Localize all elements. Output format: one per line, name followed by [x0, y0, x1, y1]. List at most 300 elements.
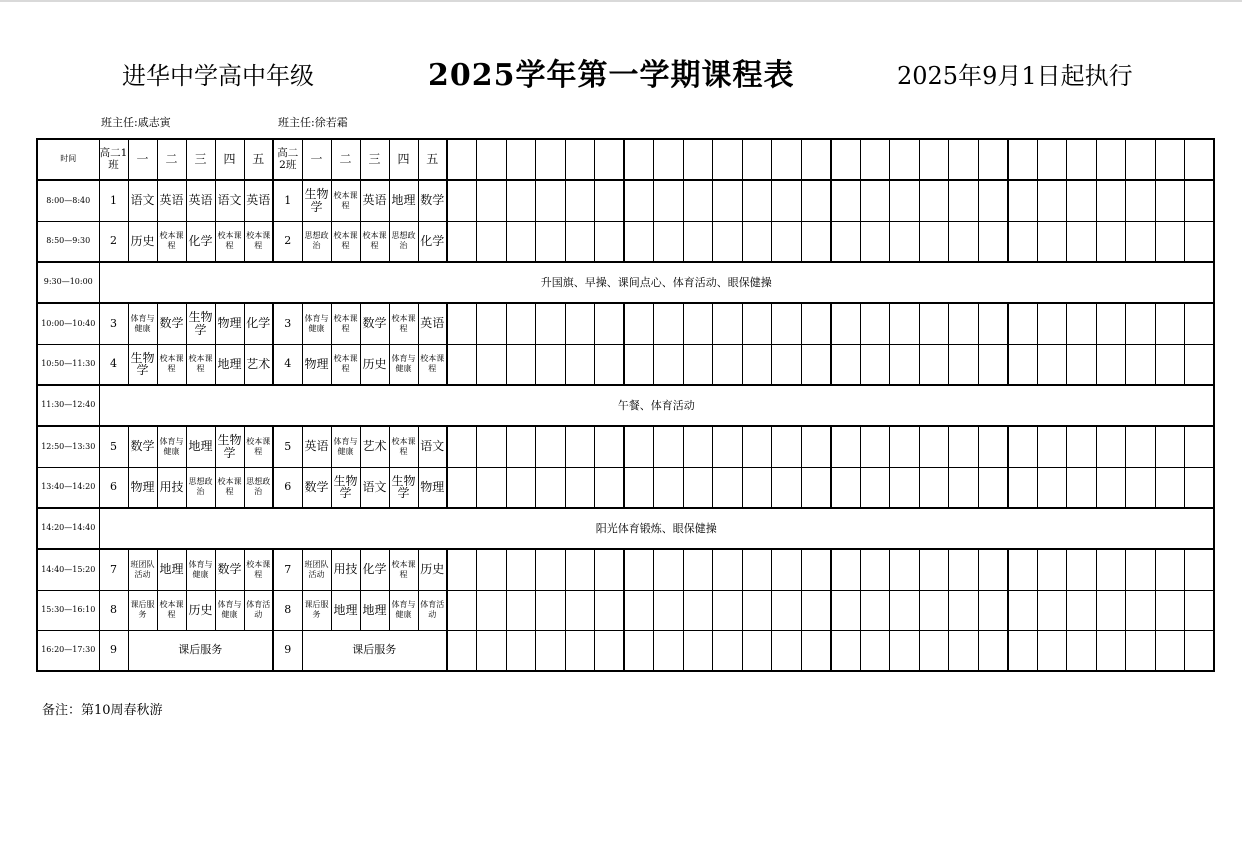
blank-cell	[1155, 139, 1185, 180]
blank-cell	[919, 303, 949, 344]
blank-cell	[683, 139, 713, 180]
blank-cell	[1126, 630, 1156, 671]
subject-cell: 英语	[244, 180, 273, 221]
subject-cell: 校本课程	[389, 303, 418, 344]
blank-cell	[595, 303, 625, 344]
subject-cell: 体育与健康	[389, 590, 418, 630]
blank-cell	[654, 180, 684, 221]
blank-cell	[1067, 590, 1097, 630]
blank-cell	[1185, 221, 1215, 262]
blank-cell	[506, 549, 536, 590]
blank-cell	[978, 180, 1008, 221]
blank-cell	[1067, 221, 1097, 262]
blank-cell	[595, 426, 625, 467]
subject-cell: 体育活动	[418, 590, 447, 630]
subject-cell: 生物学	[389, 467, 418, 508]
subject-cell: 用技	[157, 467, 186, 508]
blank-cell	[1096, 221, 1126, 262]
period-row	[37, 467, 1214, 508]
period-number: 1	[99, 180, 128, 221]
blank-cell	[536, 630, 566, 671]
subject-cell: 生物学	[128, 344, 157, 385]
subject-cell: 化学	[186, 221, 215, 262]
blank-cell	[831, 180, 861, 221]
blank-cell	[506, 221, 536, 262]
blank-cell	[978, 549, 1008, 590]
break-row	[37, 262, 1214, 303]
blank-cell	[447, 221, 477, 262]
header-day: 三	[360, 139, 389, 180]
blank-cell	[1185, 180, 1215, 221]
blank-cell	[890, 221, 920, 262]
subject-cell: 校本课程	[331, 344, 360, 385]
blank-cell	[565, 303, 595, 344]
blank-cell	[742, 549, 772, 590]
subject-cell: 化学	[360, 549, 389, 590]
blank-cell	[565, 426, 595, 467]
blank-cell	[713, 590, 743, 630]
blank-cell	[860, 426, 890, 467]
blank-cell	[831, 221, 861, 262]
blank-cell	[447, 467, 477, 508]
period-number: 4	[99, 344, 128, 385]
blank-cell	[1067, 180, 1097, 221]
blank-cell	[506, 467, 536, 508]
blank-cell	[683, 590, 713, 630]
blank-cell	[1037, 549, 1067, 590]
blank-cell	[447, 344, 477, 385]
blank-cell	[919, 590, 949, 630]
blank-cell	[772, 221, 802, 262]
time-cell: 15:30—16:10	[37, 590, 99, 630]
blank-cell	[1067, 344, 1097, 385]
period-number: 1	[273, 180, 302, 221]
blank-cell	[890, 180, 920, 221]
blank-cell	[683, 303, 713, 344]
blank-cell	[1155, 344, 1185, 385]
effective-date: 2025年9月1日起执行	[897, 62, 1133, 90]
subject-cell: 艺术	[360, 426, 389, 467]
blank-cell	[801, 467, 831, 508]
blank-cell	[860, 590, 890, 630]
period-row	[37, 180, 1214, 221]
period-number: 5	[273, 426, 302, 467]
blank-cell	[565, 221, 595, 262]
blank-cell	[506, 303, 536, 344]
blank-cell	[477, 630, 507, 671]
blank-cell	[742, 180, 772, 221]
blank-cell	[447, 303, 477, 344]
subject-cell: 思想政治	[389, 221, 418, 262]
period-number: 2	[273, 221, 302, 262]
header-time: 时间	[37, 139, 99, 180]
subject-cell: 语文	[418, 426, 447, 467]
blank-cell	[1008, 303, 1038, 344]
blank-cell	[919, 180, 949, 221]
blank-cell	[477, 426, 507, 467]
blank-cell	[919, 221, 949, 262]
subject-cell: 体育活动	[244, 590, 273, 630]
blank-cell	[978, 139, 1008, 180]
blank-cell	[1067, 426, 1097, 467]
blank-cell	[506, 630, 536, 671]
blank-cell	[949, 467, 979, 508]
blank-cell	[1008, 221, 1038, 262]
subject-cell: 思想政治	[186, 467, 215, 508]
blank-cell	[831, 590, 861, 630]
subject-cell: 班团队活动	[128, 549, 157, 590]
blank-cell	[683, 180, 713, 221]
blank-cell	[742, 426, 772, 467]
blank-cell	[1126, 426, 1156, 467]
period-row	[37, 221, 1214, 262]
blank-cell	[772, 549, 802, 590]
subject-cell: 校本课程	[157, 590, 186, 630]
blank-cell	[890, 590, 920, 630]
subject-cell: 数学	[418, 180, 447, 221]
blank-cell	[1008, 344, 1038, 385]
blank-cell	[683, 221, 713, 262]
blank-cell	[536, 426, 566, 467]
blank-cell	[713, 467, 743, 508]
blank-cell	[1126, 467, 1156, 508]
subject-cell: 地理	[186, 426, 215, 467]
schedule-table	[36, 138, 1215, 672]
header-day: 一	[128, 139, 157, 180]
subject-cell: 校本课程	[244, 549, 273, 590]
blank-cell	[860, 630, 890, 671]
subject-cell: 校本课程	[215, 221, 244, 262]
blank-cell	[624, 467, 654, 508]
blank-cell	[447, 180, 477, 221]
blank-cell	[565, 180, 595, 221]
subject-cell: 语文	[215, 180, 244, 221]
blank-cell	[801, 630, 831, 671]
blank-cell	[654, 139, 684, 180]
time-cell: 12:50—13:30	[37, 426, 99, 467]
blank-cell	[772, 344, 802, 385]
blank-cell	[860, 303, 890, 344]
period-number: 8	[99, 590, 128, 630]
subject-cell: 语文	[360, 467, 389, 508]
blank-cell	[919, 426, 949, 467]
blank-cell	[801, 221, 831, 262]
blank-cell	[949, 590, 979, 630]
blank-cell	[1008, 139, 1038, 180]
blank-cell	[1155, 221, 1185, 262]
blank-cell	[565, 344, 595, 385]
blank-cell	[801, 303, 831, 344]
blank-cell	[949, 303, 979, 344]
blank-cell	[506, 590, 536, 630]
blank-cell	[654, 303, 684, 344]
header-day: 四	[215, 139, 244, 180]
subject-cell: 校本课程	[331, 180, 360, 221]
blank-cell	[477, 590, 507, 630]
time-cell: 14:20—14:40	[37, 508, 99, 549]
subject-cell: 校本课程	[244, 426, 273, 467]
subject-cell: 校本课程	[244, 221, 273, 262]
blank-cell	[1126, 180, 1156, 221]
blank-cell	[1185, 630, 1215, 671]
blank-cell	[890, 426, 920, 467]
blank-cell	[919, 467, 949, 508]
subject-cell: 英语	[418, 303, 447, 344]
blank-cell	[1155, 180, 1185, 221]
break-row	[37, 508, 1214, 549]
period-number: 6	[99, 467, 128, 508]
subject-cell: 校本课程	[331, 303, 360, 344]
break-activity: 阳光体育锻炼、眼保健操	[99, 508, 1214, 549]
blank-cell	[1155, 303, 1185, 344]
blank-cell	[978, 344, 1008, 385]
blank-cell	[831, 467, 861, 508]
blank-cell	[831, 344, 861, 385]
blank-cell	[1067, 630, 1097, 671]
blank-cell	[654, 221, 684, 262]
subject-cell: 生物学	[215, 426, 244, 467]
blank-cell	[860, 180, 890, 221]
blank-cell	[477, 180, 507, 221]
blank-cell	[1126, 303, 1156, 344]
subject-cell: 英语	[360, 180, 389, 221]
blank-cell	[772, 426, 802, 467]
blank-cell	[536, 344, 566, 385]
blank-cell	[1126, 221, 1156, 262]
blank-cell	[949, 630, 979, 671]
subject-cell: 物理	[302, 344, 331, 385]
blank-cell	[1037, 180, 1067, 221]
blank-cell	[1096, 139, 1126, 180]
blank-cell	[713, 303, 743, 344]
blank-cell	[624, 344, 654, 385]
blank-cell	[860, 221, 890, 262]
blank-cell	[447, 590, 477, 630]
subject-span-class1: 课后服务	[128, 630, 273, 671]
subject-cell: 体育与健康	[302, 303, 331, 344]
blank-cell	[595, 549, 625, 590]
blank-cell	[683, 467, 713, 508]
time-cell: 14:40—15:20	[37, 549, 99, 590]
subject-cell: 体育与健康	[389, 344, 418, 385]
blank-cell	[919, 139, 949, 180]
blank-cell	[624, 303, 654, 344]
blank-cell	[447, 630, 477, 671]
blank-cell	[1008, 426, 1038, 467]
blank-cell	[742, 139, 772, 180]
blank-cell	[919, 630, 949, 671]
blank-cell	[1096, 303, 1126, 344]
blank-cell	[949, 139, 979, 180]
blank-cell	[890, 549, 920, 590]
blank-cell	[1008, 630, 1038, 671]
blank-cell	[713, 139, 743, 180]
blank-cell	[801, 549, 831, 590]
blank-cell	[713, 180, 743, 221]
subject-cell: 用技	[331, 549, 360, 590]
subject-cell: 英语	[302, 426, 331, 467]
blank-cell	[654, 549, 684, 590]
subject-cell: 历史	[418, 549, 447, 590]
blank-cell	[860, 139, 890, 180]
school-name: 进华中学高中年级	[122, 62, 314, 90]
blank-cell	[742, 467, 772, 508]
header-day: 五	[418, 139, 447, 180]
blank-cell	[1155, 549, 1185, 590]
blank-cell	[1155, 426, 1185, 467]
blank-cell	[595, 630, 625, 671]
blank-cell	[919, 344, 949, 385]
blank-cell	[831, 139, 861, 180]
subject-cell: 数学	[215, 549, 244, 590]
header-day: 二	[157, 139, 186, 180]
blank-cell	[654, 630, 684, 671]
remark-note: 备注：第10周春秋游	[42, 703, 163, 718]
period-row	[37, 426, 1214, 467]
blank-cell	[1096, 630, 1126, 671]
period-number: 2	[99, 221, 128, 262]
blank-cell	[1037, 139, 1067, 180]
blank-cell	[1185, 344, 1215, 385]
period-row	[37, 303, 1214, 344]
time-cell: 13:40—14:20	[37, 467, 99, 508]
subject-cell: 语文	[128, 180, 157, 221]
blank-cell	[772, 467, 802, 508]
period-number: 7	[273, 549, 302, 590]
blank-cell	[890, 344, 920, 385]
period-number: 3	[273, 303, 302, 344]
blank-cell	[683, 344, 713, 385]
blank-cell	[595, 139, 625, 180]
header-day: 二	[331, 139, 360, 180]
blank-cell	[772, 590, 802, 630]
blank-cell	[1126, 344, 1156, 385]
blank-cell	[1155, 590, 1185, 630]
blank-cell	[1185, 467, 1215, 508]
blank-cell	[536, 467, 566, 508]
period-number: 4	[273, 344, 302, 385]
blank-cell	[654, 426, 684, 467]
time-cell: 16:20—17:30	[37, 630, 99, 671]
blank-cell	[713, 344, 743, 385]
time-cell: 11:30—12:40	[37, 385, 99, 426]
header-day: 一	[302, 139, 331, 180]
blank-cell	[801, 139, 831, 180]
subject-cell: 物理	[128, 467, 157, 508]
blank-cell	[919, 549, 949, 590]
blank-cell	[978, 221, 1008, 262]
blank-cell	[978, 303, 1008, 344]
blank-cell	[1037, 221, 1067, 262]
blank-cell	[506, 344, 536, 385]
blank-cell	[1008, 549, 1038, 590]
blank-cell	[595, 467, 625, 508]
blank-cell	[890, 630, 920, 671]
blank-cell	[1155, 630, 1185, 671]
subject-cell: 体育与健康	[215, 590, 244, 630]
subject-cell: 体育与健康	[331, 426, 360, 467]
blank-cell	[1008, 180, 1038, 221]
period-row	[37, 549, 1214, 590]
blank-cell	[949, 426, 979, 467]
blank-cell	[1185, 590, 1215, 630]
period-row	[37, 344, 1214, 385]
blank-cell	[978, 426, 1008, 467]
subject-cell: 校本课程	[157, 221, 186, 262]
period-number: 6	[273, 467, 302, 508]
header-class2: 高二2班	[273, 139, 302, 180]
subject-cell: 物理	[215, 303, 244, 344]
period-number: 5	[99, 426, 128, 467]
blank-cell	[1037, 303, 1067, 344]
subject-cell: 校本课程	[389, 549, 418, 590]
blank-cell	[624, 221, 654, 262]
subject-cell: 地理	[331, 590, 360, 630]
time-cell: 10:00—10:40	[37, 303, 99, 344]
blank-cell	[890, 467, 920, 508]
blank-cell	[890, 303, 920, 344]
blank-cell	[831, 549, 861, 590]
blank-cell	[683, 426, 713, 467]
blank-cell	[1067, 549, 1097, 590]
break-activity: 午餐、体育活动	[99, 385, 1214, 426]
subject-span-class2: 课后服务	[302, 630, 447, 671]
blank-cell	[477, 221, 507, 262]
blank-cell	[536, 549, 566, 590]
time-cell: 9:30—10:00	[37, 262, 99, 303]
blank-cell	[624, 139, 654, 180]
blank-cell	[1155, 467, 1185, 508]
blank-cell	[506, 426, 536, 467]
blank-cell	[1096, 180, 1126, 221]
blank-cell	[624, 590, 654, 630]
subject-cell: 校本课程	[186, 344, 215, 385]
blank-cell	[772, 139, 802, 180]
subject-cell: 校本课程	[215, 467, 244, 508]
subject-cell: 历史	[186, 590, 215, 630]
subject-cell: 班团队活动	[302, 549, 331, 590]
blank-cell	[1096, 590, 1126, 630]
homeroom-teacher-class1: 班主任:戚志寅	[101, 116, 171, 129]
header-day: 五	[244, 139, 273, 180]
blank-cell	[477, 549, 507, 590]
period-number: 7	[99, 549, 128, 590]
blank-cell	[1008, 590, 1038, 630]
blank-cell	[624, 426, 654, 467]
blank-cell	[447, 139, 477, 180]
blank-cell	[1185, 139, 1215, 180]
blank-cell	[831, 303, 861, 344]
subject-cell: 生物学	[186, 303, 215, 344]
page-title: 2025学年第一学期课程表	[428, 58, 795, 93]
blank-cell	[831, 426, 861, 467]
header-day: 四	[389, 139, 418, 180]
blank-cell	[683, 549, 713, 590]
blank-cell	[506, 180, 536, 221]
blank-cell	[1008, 467, 1038, 508]
blank-cell	[949, 221, 979, 262]
blank-cell	[713, 426, 743, 467]
blank-cell	[536, 590, 566, 630]
blank-cell	[978, 590, 1008, 630]
break-activity: 升国旗、早操、课间点心、体育活动、眼保健操	[99, 262, 1214, 303]
subject-cell: 物理	[418, 467, 447, 508]
blank-cell	[595, 344, 625, 385]
subject-cell: 课后服务	[128, 590, 157, 630]
blank-cell	[595, 180, 625, 221]
subject-cell: 化学	[418, 221, 447, 262]
period-row	[37, 630, 1214, 671]
